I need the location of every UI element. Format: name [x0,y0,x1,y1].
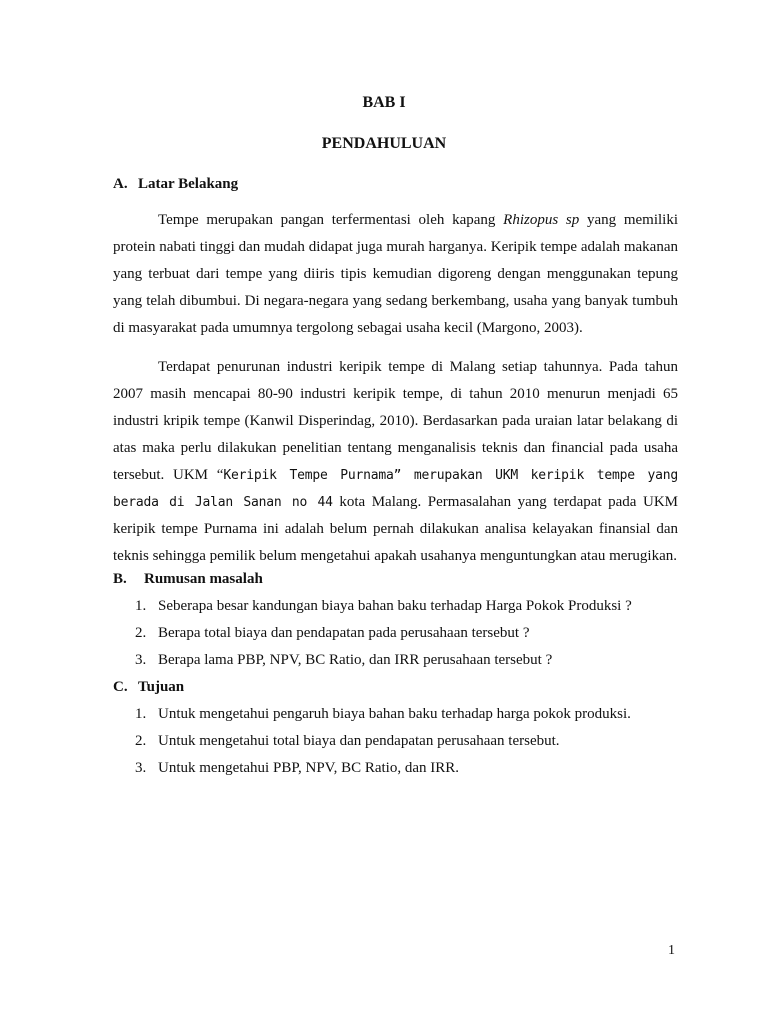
list-number: 1. [135,706,147,722]
species-name: Rhizopus sp [503,212,580,228]
paragraph-tempe [113,207,678,342]
chapter-title: PENDAHULUAN [321,135,447,152]
list-number: 2. [135,733,147,749]
section-title: Rumusan masalah [144,571,263,587]
section-letter: A. [113,176,128,192]
paragraph-text: Terdapat penurunan industri keripik tempe di Malang setiap tahunnya. Pada tahun 2007 masih mencapai 80-90 industri keripik tempe, di tahun 2010 menurun menjadi 65 industri kripik tempe (Kanwil Disperindag, 2010). Berdasarkan pada uraian latar belakang di atas maka perlu dilakukan penelitian tentang menganalisis teknis dan financial pada usaha tersebut. UKM “ [113,359,678,483]
list-item [135,647,632,674]
list-number: 3. [135,760,147,776]
list-text: Berapa total biaya dan pendapatan pada perusahaan tersebut ? [158,625,530,641]
section-letter: B. [113,571,127,587]
list-number: 1. [135,598,147,614]
paragraph-text: kota Malang. Permasalahan yang terdapat pada UKM keripik tempe Purnama ini adalah belum pernah dilakukan analisa kelayakan finansial dan teknis sehingga pemilik belum mengetahui apakah usahanya menguntungkan atau merugikan. [113,494,679,564]
paragraph-penurunan-industri [113,354,678,570]
list-item [135,593,632,620]
section-letter: C. [113,679,128,695]
rumusan-masalah-list [135,593,632,674]
list-number: 3. [135,652,147,668]
list-text: Seberapa besar kandungan biaya bahan baku terhadap Harga Pokok Produksi ? [158,598,632,614]
list-text: Untuk mengetahui PBP, NPV, BC Ratio, dan IRR. [158,760,459,776]
tujuan-list [135,701,631,782]
chapter-number: BAB I [362,94,406,111]
section-heading-tujuan [113,679,184,696]
section-title: Tujuan [138,679,185,695]
paragraph-text-mono: Keripik Tempe Purnama” merupakan UKM keripik tempe yang berada di Jalan Sanan no 44 [113,468,678,510]
list-text: Berapa lama PBP, NPV, BC Ratio, dan IRR perusahaan tersebut ? [158,652,553,668]
list-item [135,620,632,647]
list-text: Untuk mengetahui total biaya dan pendapatan perusahaan tersebut. [158,733,560,749]
page-number: 1 [668,943,675,958]
section-heading-latar-belakang [113,176,238,193]
list-item [135,755,631,782]
section-title: Latar Belakang [138,176,239,192]
paragraph-text: Tempe merupakan pangan terfermentasi oleh kapang [158,212,504,228]
paragraph-text: yang memiliki protein nabati tinggi dan mudah didapat juga murah harganya. Keripik tempe adalah makanan yang terbuat dari tempe yang diiris tipis kemudian digoreng dengan menggunakan tepung yang telah dibumbui. Di negara-negara yang sedang berkembang, usaha yang banyak tumbuh di masyarakat pada umumnya tergolong sebagai usaha kecil (Margono, 2003). [113,212,678,336]
list-text: Untuk mengetahui pengaruh biaya bahan baku terhadap harga pokok produksi. [158,706,631,722]
list-number: 2. [135,625,147,641]
list-item [135,701,631,728]
list-item [135,728,631,755]
section-heading-rumusan-masalah [113,571,263,588]
